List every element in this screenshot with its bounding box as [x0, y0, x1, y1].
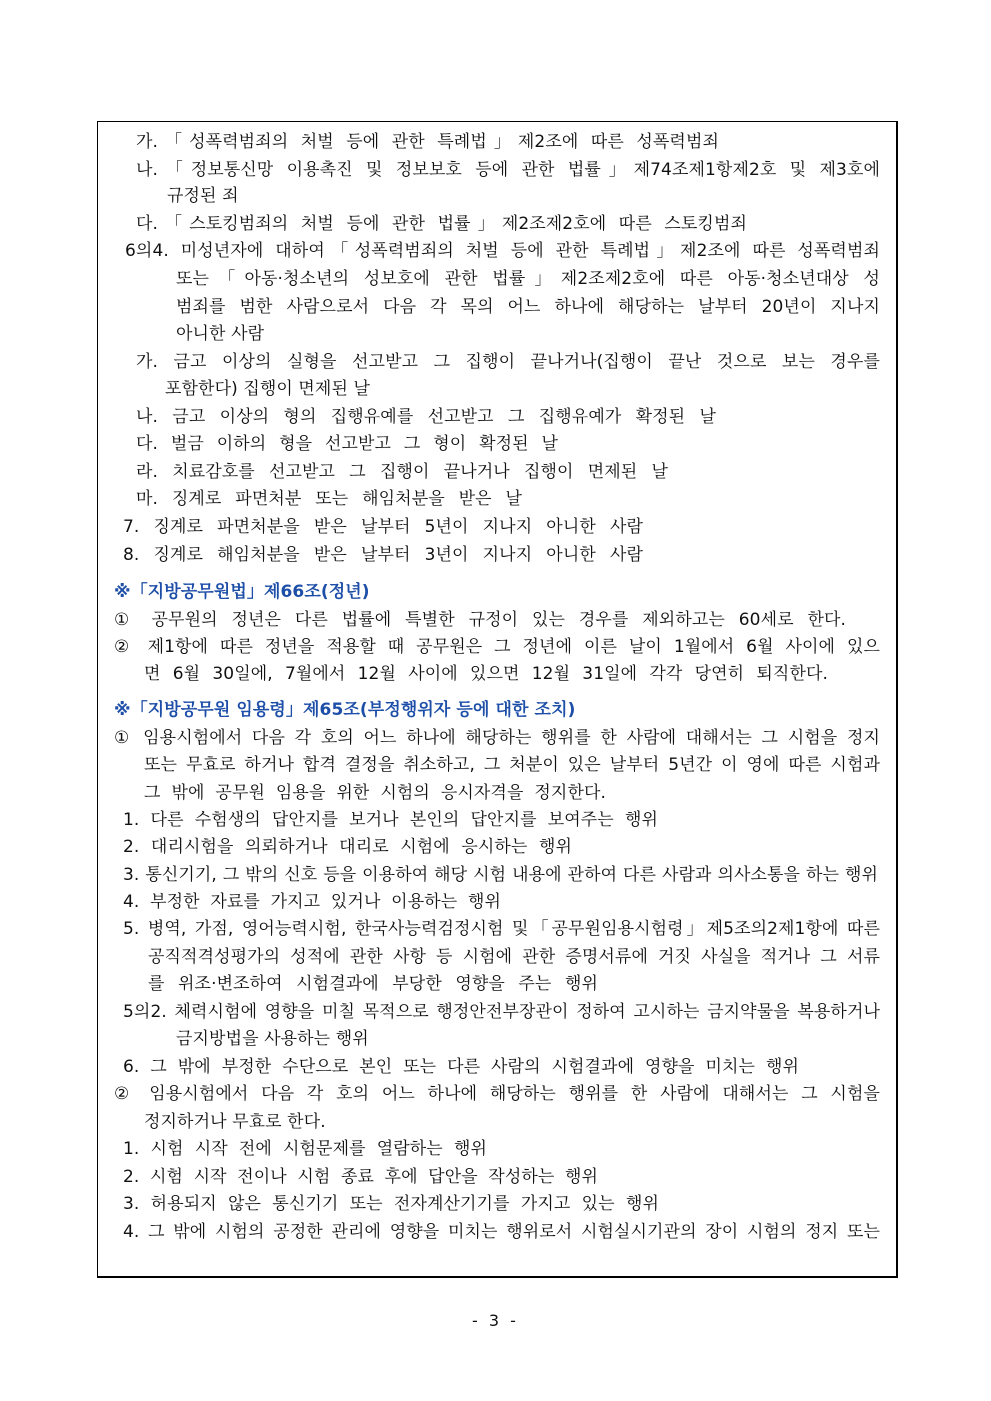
text-line: ② 제1항에 따른 정년을 적용할 때 공무원은 그 정년에 이른 날이 1월에서 6월 사이에 있으: [114, 637, 880, 657]
text-line: 그 밖에 공무원 임용을 위한 시험의 응시자격을 정지한다.: [144, 783, 606, 803]
text-line: ② 임용시험에서 다음 각 호의 어느 하나에 해당하는 행위를 한 사람에 대해서는 그 시험을: [114, 1084, 880, 1104]
section-heading: ※「지방공무원법」제66조(정년): [114, 582, 370, 602]
text-line: 아니한 사람: [176, 324, 265, 344]
text-line: 5의2. 체력시험에 영향을 미칠 목적으로 행정안전부장관이 정하여 고시하는 금지약물을 복용하거나: [123, 1002, 880, 1022]
text-line: 1. 다른 수험생의 답안지를 보거나 본인의 답안지를 보여주는 행위: [123, 810, 658, 830]
text-line: 금지방법을 사용하는 행위: [176, 1029, 369, 1049]
text-line: 를 위조·변조하여 시험결과에 부당한 영향을 주는 행위: [148, 974, 598, 994]
text-line: 1. 시험 시작 전에 시험문제를 열람하는 행위: [123, 1139, 487, 1159]
text-line: 마. 징계로 파면처분 또는 해임처분을 받은 날: [136, 489, 522, 509]
text-line: 6. 그 밖에 부정한 수단으로 본인 또는 다른 사람의 시험결과에 영향을 미치는 행위: [123, 1057, 799, 1077]
text-line: 다.「스토킹범죄의 처벌 등에 관한 법률」제2조제2호에 따른 스토킹범죄: [136, 214, 747, 234]
text-line: 6의4. 미성년자에 대하여「성폭력범죄의 처벌 등에 관한 특례법」제2조에 따른 성폭력범죄: [125, 241, 880, 261]
text-line: 면 6월 30일에, 7월에서 12월 사이에 있으면 12월 31일에 각각 당연히 퇴직한다.: [144, 664, 828, 684]
text-line: 2. 대리시험을 의뢰하거나 대리로 시험에 응시하는 행위: [123, 837, 572, 857]
text-line: 규정된 죄: [167, 186, 239, 206]
text-line: 나.「정보통신망 이용촉진 및 정보보호 등에 관한 법률」제74조제1항제2호 및 제3호에: [136, 160, 880, 180]
page-number: - 3 -: [472, 1311, 519, 1330]
text-line: ① 임용시험에서 다음 각 호의 어느 하나에 해당하는 행위를 한 사람에 대해서는 그 시험을 정지: [114, 728, 880, 748]
text-line: 포함한다) 집행이 면제된 날: [165, 379, 370, 399]
section-heading: ※「지방공무원 임용령」제65조(부정행위자 등에 대한 조치): [114, 700, 576, 720]
text-line: 또는 무효로 하거나 합격 결정을 취소하고, 그 처분이 있은 날부터 5년간 이 영에 따른 시험과: [144, 755, 880, 775]
text-line: ① 공무원의 정년은 다른 법률에 특별한 규정이 있는 경우를 제외하고는 60세로 한다.: [114, 610, 846, 630]
text-line: 라. 치료감호를 선고받고 그 집행이 끝나거나 집행이 면제된 날: [136, 462, 668, 482]
text-line: 3. 통신기기, 그 밖의 신호 등을 이용하여 해당 시험 내용에 관하여 다른 사람과 의사소통을 하는 행위: [123, 865, 878, 885]
text-line: 4. 그 밖에 시험의 공정한 관리에 영향을 미치는 행위로서 시험실시기관의 장이 시험의 정지 또는: [123, 1222, 880, 1242]
text-line: 7. 징계로 파면처분을 받은 날부터 5년이 지나지 아니한 사람: [123, 517, 643, 537]
text-line: 정지하거나 무효로 한다.: [144, 1112, 326, 1132]
text-line: 4. 부정한 자료를 가지고 있거나 이용하는 행위: [123, 892, 501, 912]
text-line: 5. 병역, 가점, 영어능력시험, 한국사능력검정시험 및「공무원임용시험령」제5조의2제1항에 따른: [123, 919, 880, 939]
text-line: 범죄를 범한 사람으로서 다음 각 목의 어느 하나에 해당하는 날부터 20년이 지나지: [176, 297, 880, 317]
text-line: 나. 금고 이상의 형의 집행유예를 선고받고 그 집행유예가 확정된 날: [136, 407, 716, 427]
text-line: 8. 징계로 해임처분을 받은 날부터 3년이 지나지 아니한 사람: [123, 545, 643, 565]
text-line: 다. 벌금 이하의 형을 선고받고 그 형이 확정된 날: [136, 434, 558, 454]
text-line: 가. 금고 이상의 실형을 선고받고 그 집행이 끝나거나(집행이 끝난 것으로 보는 경우를: [136, 352, 880, 372]
text-line: 가.「성폭력범죄의 처벌 등에 관한 특례법」제2조에 따른 성폭력범죄: [136, 132, 719, 152]
text-line: 또는「아동·청소년의 성보호에 관한 법률」제2조제2호에 따른 아동·청소년대상 성: [176, 269, 880, 289]
text-line: 3. 허용되지 않은 통신기기 또는 전자계산기기를 가지고 있는 행위: [123, 1194, 659, 1214]
text-line: 공직적격성평가의 성적에 관한 사항 등 시험에 관한 증명서류에 거짓 사실을 적거나 그 서류: [148, 947, 880, 967]
text-line: 2. 시험 시작 전이나 시험 종료 후에 답안을 작성하는 행위: [123, 1167, 598, 1187]
